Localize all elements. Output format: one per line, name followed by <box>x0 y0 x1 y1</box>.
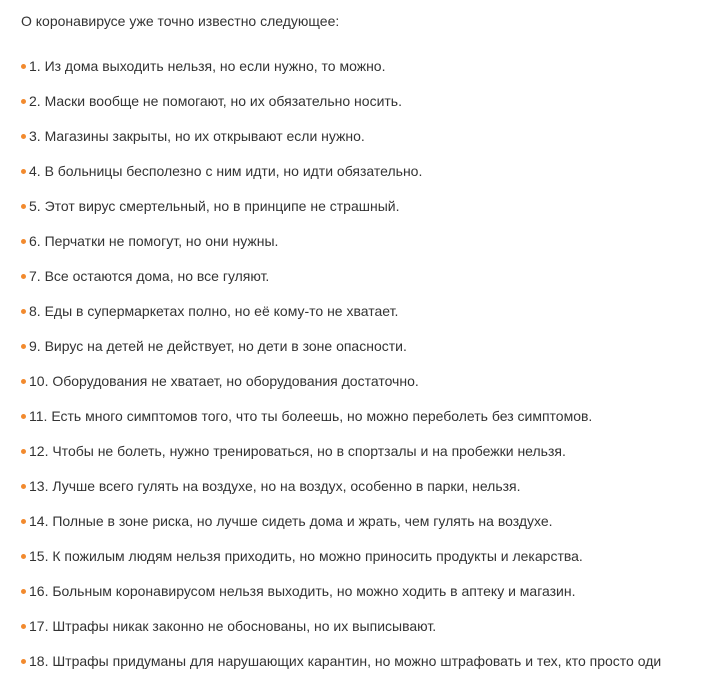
list-item <box>21 406 726 426</box>
list-item <box>21 266 726 286</box>
list-item <box>21 581 726 601</box>
bullet-icon <box>21 414 26 419</box>
list-item <box>21 336 726 356</box>
bullet-icon <box>21 204 26 209</box>
list-item-text: 4. В больницы бесполезно с ним идти, но идти обязательно. <box>29 163 423 179</box>
list-item-text: 6. Перчатки не помогут, но они нужны. <box>29 233 279 249</box>
list-item-text: 8. Еды в супермаркетах полно, но её кому-то не хватает. <box>29 303 399 319</box>
bullet-icon <box>21 554 26 559</box>
bullet-icon <box>21 134 26 139</box>
intro-text: О коронавирусе уже точно известно следующее: <box>21 13 340 29</box>
list-item-text: 15. К пожилым людям нельзя приходить, но можно приносить продукты и лекарства. <box>29 548 583 564</box>
list-item <box>21 441 726 461</box>
list-item-text: 10. Оборудования не хватает, но оборудования достаточно. <box>29 373 419 389</box>
bullet-icon <box>21 624 26 629</box>
list-item-text: 5. Этот вирус смертельный, но в принципе не страшный. <box>29 198 400 214</box>
list-item <box>21 651 726 671</box>
bullet-icon <box>21 379 26 384</box>
list-item-text: 14. Полные в зоне риска, но лучше сидеть дома и жрать, чем гулять на воздухе. <box>29 513 553 529</box>
list-item <box>21 196 726 216</box>
bullet-icon <box>21 659 26 664</box>
list-item-text: 18. Штрафы придуманы для нарушающих карантин, но можно штрафовать и тех, кто просто оди <box>29 653 662 669</box>
bullet-icon <box>21 449 26 454</box>
bullet-icon <box>21 99 26 104</box>
list-item <box>21 231 726 251</box>
bullet-icon <box>21 239 26 244</box>
list-item-text: 12. Чтобы не болеть, нужно тренироваться, но в спортзалы и на пробежки нельзя. <box>29 443 566 459</box>
list-item-text: 13. Лучше всего гулять на воздухе, но на воздух, особенно в парки, нельзя. <box>29 478 521 494</box>
bullet-icon <box>21 274 26 279</box>
list-item-text: 3. Магазины закрыты, но их открывают если нужно. <box>29 128 365 144</box>
list-item <box>21 511 726 531</box>
bullet-icon <box>21 344 26 349</box>
list-item-text: 9. Вирус на детей не действует, но дети в зоне опасности. <box>29 338 407 354</box>
list-item-text: 1. Из дома выходить нельзя, но если нужно, то можно. <box>29 58 386 74</box>
list-item <box>21 56 726 76</box>
list-item <box>21 616 726 636</box>
list-item-text: 2. Маски вообще не помогают, но их обязательно носить. <box>29 93 402 109</box>
list-item-text: 11. Есть много симптомов того, что ты болеешь, но можно переболеть без симптомов. <box>29 408 593 424</box>
bullet-icon <box>21 309 26 314</box>
list-item <box>21 91 726 111</box>
list-item <box>21 301 726 321</box>
bullet-icon <box>21 64 26 69</box>
list-item-text: 16. Больным коронавирусом нельзя выходить, но можно ходить в аптеку и магазин. <box>29 583 576 599</box>
list-item <box>21 546 726 566</box>
bullet-icon <box>21 519 26 524</box>
bullet-icon <box>21 589 26 594</box>
list-item <box>21 476 726 496</box>
bullet-icon <box>21 484 26 489</box>
bullet-icon <box>21 169 26 174</box>
article-content <box>21 11 726 686</box>
list-item <box>21 161 726 181</box>
facts-list <box>21 56 726 671</box>
list-item <box>21 126 726 146</box>
list-item-text: 17. Штрафы никак законно не обоснованы, но их выписывают. <box>29 618 437 634</box>
list-item <box>21 371 726 391</box>
list-item-text: 7. Все остаются дома, но все гуляют. <box>29 268 270 284</box>
